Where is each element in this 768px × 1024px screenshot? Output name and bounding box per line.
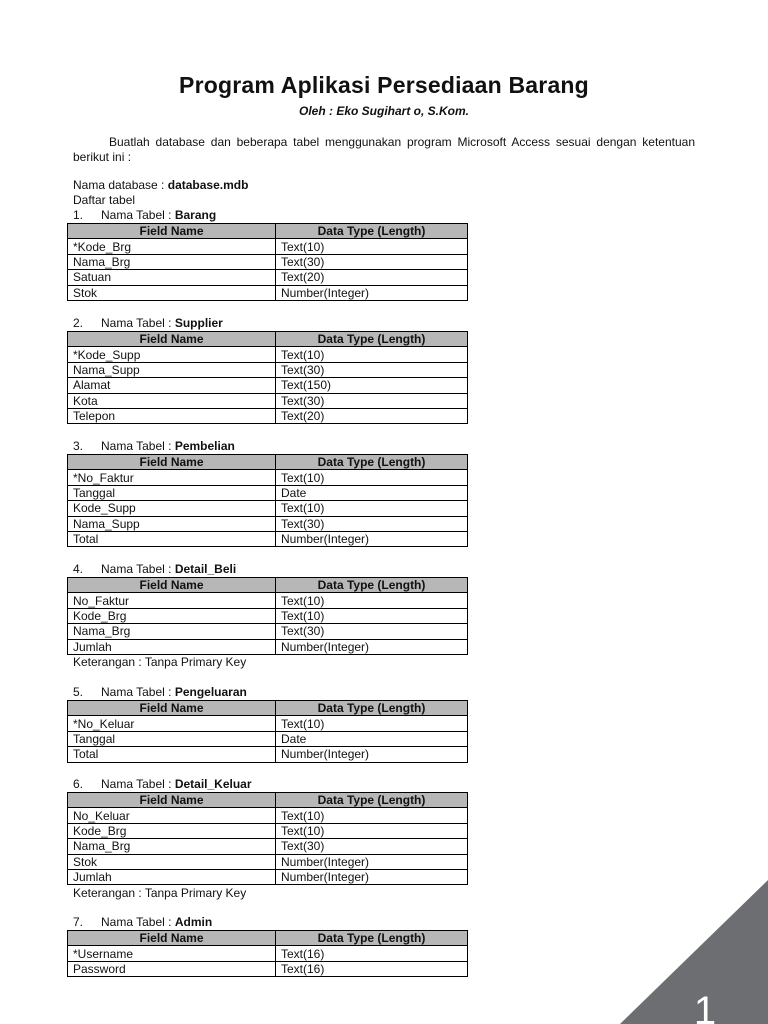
field-name-cell: Kode_Brg (68, 823, 276, 838)
data-type-cell: Date (276, 731, 468, 746)
table-label: Nama Tabel : (101, 562, 175, 576)
page-number: 1 (693, 989, 717, 1024)
data-type-cell: Text(30) (276, 254, 468, 269)
database-name: database.mdb (167, 178, 249, 192)
table-name: Pembelian (174, 439, 235, 453)
field-name-cell: Kota (68, 393, 276, 408)
field-name-cell: Jumlah (68, 869, 276, 884)
field-name-cell: Satuan (68, 270, 276, 285)
field-name-cell: Tanggal (68, 731, 276, 746)
author-line: Oleh : Eko Sugihart o, S.Kom. (298, 104, 469, 118)
table-name: Pengeluaran (174, 685, 247, 699)
data-type-cell: Number(Integer) (276, 869, 468, 884)
data-type-cell: Text(10) (276, 239, 468, 254)
field-name-cell: Tanggal (68, 485, 276, 500)
data-type-header: Data Type (Length) (276, 332, 468, 347)
field-name-cell: Alamat (68, 378, 276, 393)
field-name-header: Field Name (68, 578, 276, 593)
intro-paragraph: Buatlah database dan beberapa tabel menggunakan program Microsoft Access sesuai dengan ketentuan berikut ini : (73, 135, 695, 164)
data-type-cell: Text(16) (276, 961, 468, 976)
field-name-cell: Nama_Brg (68, 624, 276, 639)
field-name-cell: Total (68, 747, 276, 762)
note-no-primary-key: Keterangan : Tanpa Primary Key (73, 655, 247, 669)
data-type-cell: Text(10) (276, 501, 468, 516)
data-type-cell: Text(10) (276, 470, 468, 485)
field-name-cell: Nama_Supp (68, 362, 276, 377)
table-name: Detail_Keluar (174, 777, 252, 791)
document-title: Program Aplikasi Persediaan Barang (179, 72, 589, 98)
field-name-cell: Kode_Brg (68, 608, 276, 623)
field-name-cell: Total (68, 531, 276, 546)
data-type-header: Data Type (Length) (276, 931, 468, 946)
field-name-cell: No_Faktur (68, 593, 276, 608)
table-label: Nama Tabel : (101, 316, 175, 330)
field-name-cell: Stok (68, 285, 276, 300)
data-type-cell: Number(Integer) (276, 747, 468, 762)
table-label: Nama Tabel : (101, 685, 175, 699)
data-type-header: Data Type (Length) (276, 793, 468, 808)
table-number: 2. (73, 316, 84, 330)
database-label: Nama database : (73, 178, 168, 192)
table-label: Nama Tabel : (101, 777, 175, 791)
field-name-header: Field Name (68, 793, 276, 808)
field-name-header: Field Name (68, 224, 276, 239)
data-type-cell: Text(10) (276, 608, 468, 623)
data-type-cell: Number(Integer) (276, 285, 468, 300)
field-name-cell: *Username (68, 946, 276, 961)
field-name-cell: Stok (68, 854, 276, 869)
data-type-cell: Number(Integer) (276, 639, 468, 654)
field-name-cell: *No_Keluar (68, 716, 276, 731)
data-type-cell: Text(16) (276, 946, 468, 961)
field-name-cell: Nama_Supp (68, 516, 276, 531)
data-type-cell: Text(30) (276, 624, 468, 639)
data-type-cell: Text(10) (276, 593, 468, 608)
field-name-cell: *Kode_Supp (68, 347, 276, 362)
table-label: Nama Tabel : (101, 915, 175, 929)
data-type-cell: Date (276, 485, 468, 500)
field-name-cell: Kode_Supp (68, 501, 276, 516)
data-type-cell: Number(Integer) (276, 854, 468, 869)
table-name: Detail_Beli (174, 562, 237, 576)
field-name-header: Field Name (68, 931, 276, 946)
field-name-cell: *No_Faktur (68, 470, 276, 485)
data-type-cell: Text(20) (276, 408, 468, 423)
table-label: Nama Tabel : (101, 439, 175, 453)
data-type-header: Data Type (Length) (276, 224, 468, 239)
table-number: 6. (73, 777, 84, 791)
table-name: Supplier (174, 316, 223, 330)
data-type-cell: Number(Integer) (276, 531, 468, 546)
data-type-cell: Text(30) (276, 516, 468, 531)
data-type-cell: Text(20) (276, 270, 468, 285)
data-type-cell: Text(30) (276, 362, 468, 377)
field-name-cell: Password (68, 961, 276, 976)
data-type-cell: Text(10) (276, 716, 468, 731)
data-type-cell: Text(10) (276, 347, 468, 362)
field-name-cell: Telepon (68, 408, 276, 423)
field-name-header: Field Name (68, 701, 276, 716)
table-number: 1. (73, 208, 84, 222)
table-name: Barang (174, 208, 217, 222)
field-name-cell: Jumlah (68, 639, 276, 654)
field-name-header: Field Name (68, 455, 276, 470)
note-no-primary-key: Keterangan : Tanpa Primary Key (73, 886, 247, 900)
data-type-cell: Text(10) (276, 823, 468, 838)
data-type-cell: Text(30) (276, 839, 468, 854)
table-name: Admin (174, 915, 213, 929)
table-label: Nama Tabel : (101, 208, 175, 222)
table-number: 3. (73, 439, 84, 453)
table-list-label: Daftar tabel (73, 193, 136, 207)
data-type-header: Data Type (Length) (276, 455, 468, 470)
table-number: 4. (73, 562, 84, 576)
field-name-cell: *Kode_Brg (68, 239, 276, 254)
data-type-cell: Text(30) (276, 393, 468, 408)
data-type-cell: Text(10) (276, 808, 468, 823)
table-number: 7. (73, 915, 84, 929)
data-type-header: Data Type (Length) (276, 701, 468, 716)
field-name-cell: No_Keluar (68, 808, 276, 823)
data-type-header: Data Type (Length) (276, 578, 468, 593)
field-name-header: Field Name (68, 332, 276, 347)
field-name-cell: Nama_Brg (68, 254, 276, 269)
field-name-cell: Nama_Brg (68, 839, 276, 854)
table-number: 5. (73, 685, 84, 699)
data-type-cell: Text(150) (276, 378, 468, 393)
